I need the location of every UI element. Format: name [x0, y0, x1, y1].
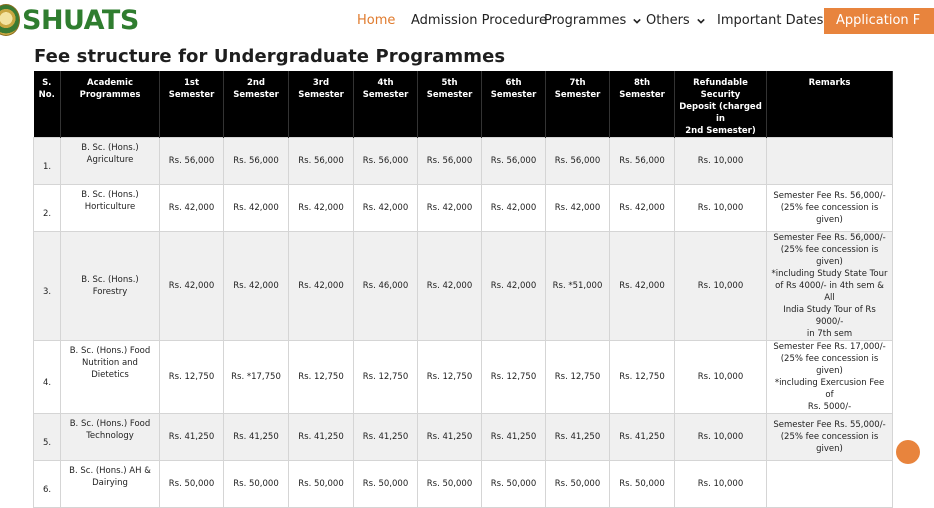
- column-header-s6: [482, 71, 546, 138]
- cell-line: B. Sc. (Hons.) AH &: [69, 466, 151, 476]
- semester-fee-cell: Rs. *51,000: [546, 232, 610, 341]
- table-row: [34, 185, 893, 232]
- deposit-cell: Rs. 10,000: [675, 185, 767, 232]
- nav-others[interactable]: [646, 13, 705, 28]
- cell-line: Semester: [362, 90, 409, 100]
- semester-fee-cell: Rs. 50,000: [160, 461, 224, 508]
- serial-cell: 1.: [34, 138, 61, 185]
- column-header-s4: [354, 71, 418, 138]
- deposit-cell: Rs. 10,000: [675, 232, 767, 341]
- semester-fee-cell: Rs. 42,000: [418, 185, 482, 232]
- column-header-remarks: [767, 71, 893, 138]
- semester-fee-cell: Rs. 41,250: [610, 414, 675, 461]
- cell-line: 3rd: [312, 78, 330, 88]
- cell-line: Remarks: [808, 78, 851, 88]
- table-header-row: [34, 71, 893, 138]
- semester-fee-cell: Rs. 56,000: [610, 138, 675, 185]
- chevron-down-icon: [697, 17, 705, 25]
- cell-line: Agriculture: [86, 155, 134, 165]
- column-header-sno: [34, 71, 61, 138]
- cell-line: S.: [42, 78, 52, 88]
- deposit-cell: Rs. 10,000: [675, 414, 767, 461]
- semester-fee-cell: Rs. 42,000: [482, 185, 546, 232]
- cell-line: (25% fee concession is given): [780, 203, 879, 225]
- table-row: [34, 414, 893, 461]
- table-row: [34, 341, 893, 414]
- nav-important-dates[interactable]: Important Dates: [717, 13, 824, 28]
- semester-fee-cell: Rs. 41,250: [289, 414, 354, 461]
- application-button[interactable]: Application F: [824, 8, 934, 34]
- nav-programmes[interactable]: [544, 13, 641, 28]
- column-header-programme: [61, 71, 160, 138]
- serial-cell: 6.: [34, 461, 61, 508]
- cell-line: B. Sc. (Hons.): [81, 190, 139, 200]
- column-header-s5: [418, 71, 482, 138]
- cell-line: B. Sc. (Hons.) Food: [69, 346, 151, 356]
- semester-fee-cell: Rs. 56,000: [160, 138, 224, 185]
- cell-line: 1st: [183, 78, 200, 88]
- programme-cell: [61, 138, 160, 185]
- cell-line: B. Sc. (Hons.) Forestry: [81, 275, 139, 297]
- semester-fee-cell: Rs. 42,000: [418, 232, 482, 341]
- chevron-down-icon: [633, 17, 641, 25]
- cell-line: 7th: [569, 78, 586, 88]
- semester-fee-cell: Rs. 42,000: [610, 232, 675, 341]
- semester-fee-cell: Rs. 42,000: [160, 185, 224, 232]
- cell-line: 8th: [633, 78, 651, 88]
- nav-admission-procedure[interactable]: Admission Procedure: [411, 13, 547, 28]
- semester-fee-cell: Rs. 12,750: [418, 341, 482, 414]
- semester-fee-cell: Rs. 42,000: [224, 185, 289, 232]
- cell-line: No.: [38, 90, 55, 100]
- semester-fee-cell: Rs. 12,750: [610, 341, 675, 414]
- column-header-s8: [610, 71, 675, 138]
- cell-line: Dietetics: [91, 370, 129, 380]
- nav-home[interactable]: Home: [357, 13, 396, 28]
- page-title: Fee structure for Undergraduate Programmes: [34, 46, 506, 67]
- cell-line: B. Sc. (Hons.): [81, 143, 139, 153]
- column-header-s1: [160, 71, 224, 138]
- programme-cell: [61, 185, 160, 232]
- logo-text: SHUATS: [22, 4, 139, 36]
- semester-fee-cell: Rs. 50,000: [546, 461, 610, 508]
- site-header: [0, 0, 921, 44]
- cell-line: Horticulture: [84, 202, 136, 212]
- cell-line: B. Sc. (Hons.) Food: [69, 419, 151, 429]
- scroll-top-button[interactable]: [896, 440, 920, 464]
- cell-line: Refundable Security: [693, 78, 748, 100]
- semester-fee-cell: Rs. 56,000: [546, 138, 610, 185]
- semester-fee-cell: Rs. 41,250: [482, 414, 546, 461]
- semester-fee-cell: Rs. 41,250: [224, 414, 289, 461]
- cell-line: in 7th sem: [806, 329, 853, 339]
- university-emblem-icon: [0, 4, 20, 36]
- table-row: [34, 138, 893, 185]
- remarks-cell: [767, 341, 893, 414]
- cell-line: (25% fee concession is given): [780, 245, 879, 267]
- cell-line: (25% fee concession is given): [780, 432, 879, 454]
- programme-cell: [61, 414, 160, 461]
- semester-fee-cell: Rs. 42,000: [546, 185, 610, 232]
- cell-line: Academic: [86, 78, 133, 88]
- semester-fee-cell: Rs. 42,000: [224, 232, 289, 341]
- cell-line: Semester Fee Rs. 55,000/-: [773, 420, 886, 430]
- semester-fee-cell: Rs. 12,750: [354, 341, 418, 414]
- cell-line: 2nd: [246, 78, 266, 88]
- semester-fee-cell: Rs. 41,250: [160, 414, 224, 461]
- nav-others-label: Others: [646, 13, 690, 28]
- semester-fee-cell: Rs. 12,750: [546, 341, 610, 414]
- column-header-s7: [546, 71, 610, 138]
- programme-cell: [61, 461, 160, 508]
- cell-line: Nutrition and: [82, 358, 138, 368]
- serial-cell: 3.: [34, 232, 61, 341]
- semester-fee-cell: Rs. 50,000: [610, 461, 675, 508]
- cell-line: Dairying: [92, 478, 128, 488]
- cell-line: Semester Fee Rs. 17,000/-: [773, 342, 886, 352]
- cell-line: (25% fee concession is given): [780, 354, 879, 376]
- cell-line: of Rs 4000/- in 4th sem & All: [775, 281, 884, 303]
- semester-fee-cell: Rs. 56,000: [418, 138, 482, 185]
- cell-line: Semester: [554, 90, 601, 100]
- cell-line: Semester: [168, 90, 215, 100]
- deposit-cell: Rs. 10,000: [675, 138, 767, 185]
- semester-fee-cell: Rs. 12,750: [482, 341, 546, 414]
- remarks-cell: [767, 414, 893, 461]
- column-header-deposit: [675, 71, 767, 138]
- cell-line: 4th: [377, 78, 394, 88]
- semester-fee-cell: Rs. 12,750: [289, 341, 354, 414]
- semester-fee-cell: Rs. 42,000: [354, 185, 418, 232]
- deposit-cell: Rs. 10,000: [675, 341, 767, 414]
- semester-fee-cell: Rs. 56,000: [482, 138, 546, 185]
- cell-line: Semester: [490, 90, 537, 100]
- semester-fee-cell: Rs. *17,750: [224, 341, 289, 414]
- semester-fee-cell: Rs. 50,000: [289, 461, 354, 508]
- remarks-cell: [767, 232, 893, 341]
- cell-line: Technology: [86, 431, 134, 441]
- column-header-s2: [224, 71, 289, 138]
- serial-cell: 4.: [34, 341, 61, 414]
- cell-line: *including Study State Tour: [771, 269, 888, 279]
- cell-line: Semester: [298, 90, 344, 100]
- cell-line: Semester Fee Rs. 56,000/-: [773, 233, 886, 243]
- cell-line: Rs. 5000/-: [807, 402, 852, 412]
- remarks-cell: [767, 138, 893, 185]
- semester-fee-cell: Rs. 42,000: [289, 185, 354, 232]
- table-row: [34, 461, 893, 508]
- cell-line: Deposit (charged in: [679, 102, 762, 124]
- programme-cell: [61, 341, 160, 414]
- semester-fee-cell: Rs. 41,250: [546, 414, 610, 461]
- fee-table: [33, 71, 893, 508]
- semester-fee-cell: Rs. 50,000: [354, 461, 418, 508]
- cell-line: Semester: [233, 90, 279, 100]
- semester-fee-cell: Rs. 42,000: [160, 232, 224, 341]
- column-header-s3: [289, 71, 354, 138]
- semester-fee-cell: Rs. 50,000: [482, 461, 546, 508]
- semester-fee-cell: Rs. 42,000: [610, 185, 675, 232]
- semester-fee-cell: Rs. 46,000: [354, 232, 418, 341]
- cell-line: Semester: [619, 90, 665, 100]
- table-row: [34, 232, 893, 341]
- semester-fee-cell: Rs. 50,000: [418, 461, 482, 508]
- table-body: [34, 138, 893, 508]
- semester-fee-cell: Rs. 41,250: [418, 414, 482, 461]
- nav-programmes-label: Programmes: [544, 13, 627, 28]
- programme-cell: [61, 232, 160, 341]
- deposit-cell: Rs. 10,000: [675, 461, 767, 508]
- cell-line: Semester Fee Rs. 56,000/-: [773, 191, 886, 201]
- semester-fee-cell: Rs. 42,000: [289, 232, 354, 341]
- cell-line: 6th: [505, 78, 522, 88]
- cell-line: *including Exercusion Fee of: [774, 378, 885, 400]
- serial-cell: 2.: [34, 185, 61, 232]
- semester-fee-cell: Rs. 56,000: [354, 138, 418, 185]
- semester-fee-cell: Rs. 42,000: [482, 232, 546, 341]
- cell-line: 2nd Semester): [685, 126, 756, 136]
- remarks-cell: [767, 461, 893, 508]
- serial-cell: 5.: [34, 414, 61, 461]
- semester-fee-cell: Rs. 50,000: [224, 461, 289, 508]
- semester-fee-cell: Rs. 12,750: [160, 341, 224, 414]
- remarks-cell: [767, 185, 893, 232]
- semester-fee-cell: Rs. 41,250: [354, 414, 418, 461]
- cell-line: Semester: [426, 90, 473, 100]
- cell-line: Programmes: [79, 90, 141, 100]
- semester-fee-cell: Rs. 56,000: [289, 138, 354, 185]
- semester-fee-cell: Rs. 56,000: [224, 138, 289, 185]
- cell-line: 5th: [441, 78, 458, 88]
- cell-line: India Study Tour of Rs 9000/-: [783, 305, 876, 327]
- site-logo[interactable]: [0, 2, 139, 38]
